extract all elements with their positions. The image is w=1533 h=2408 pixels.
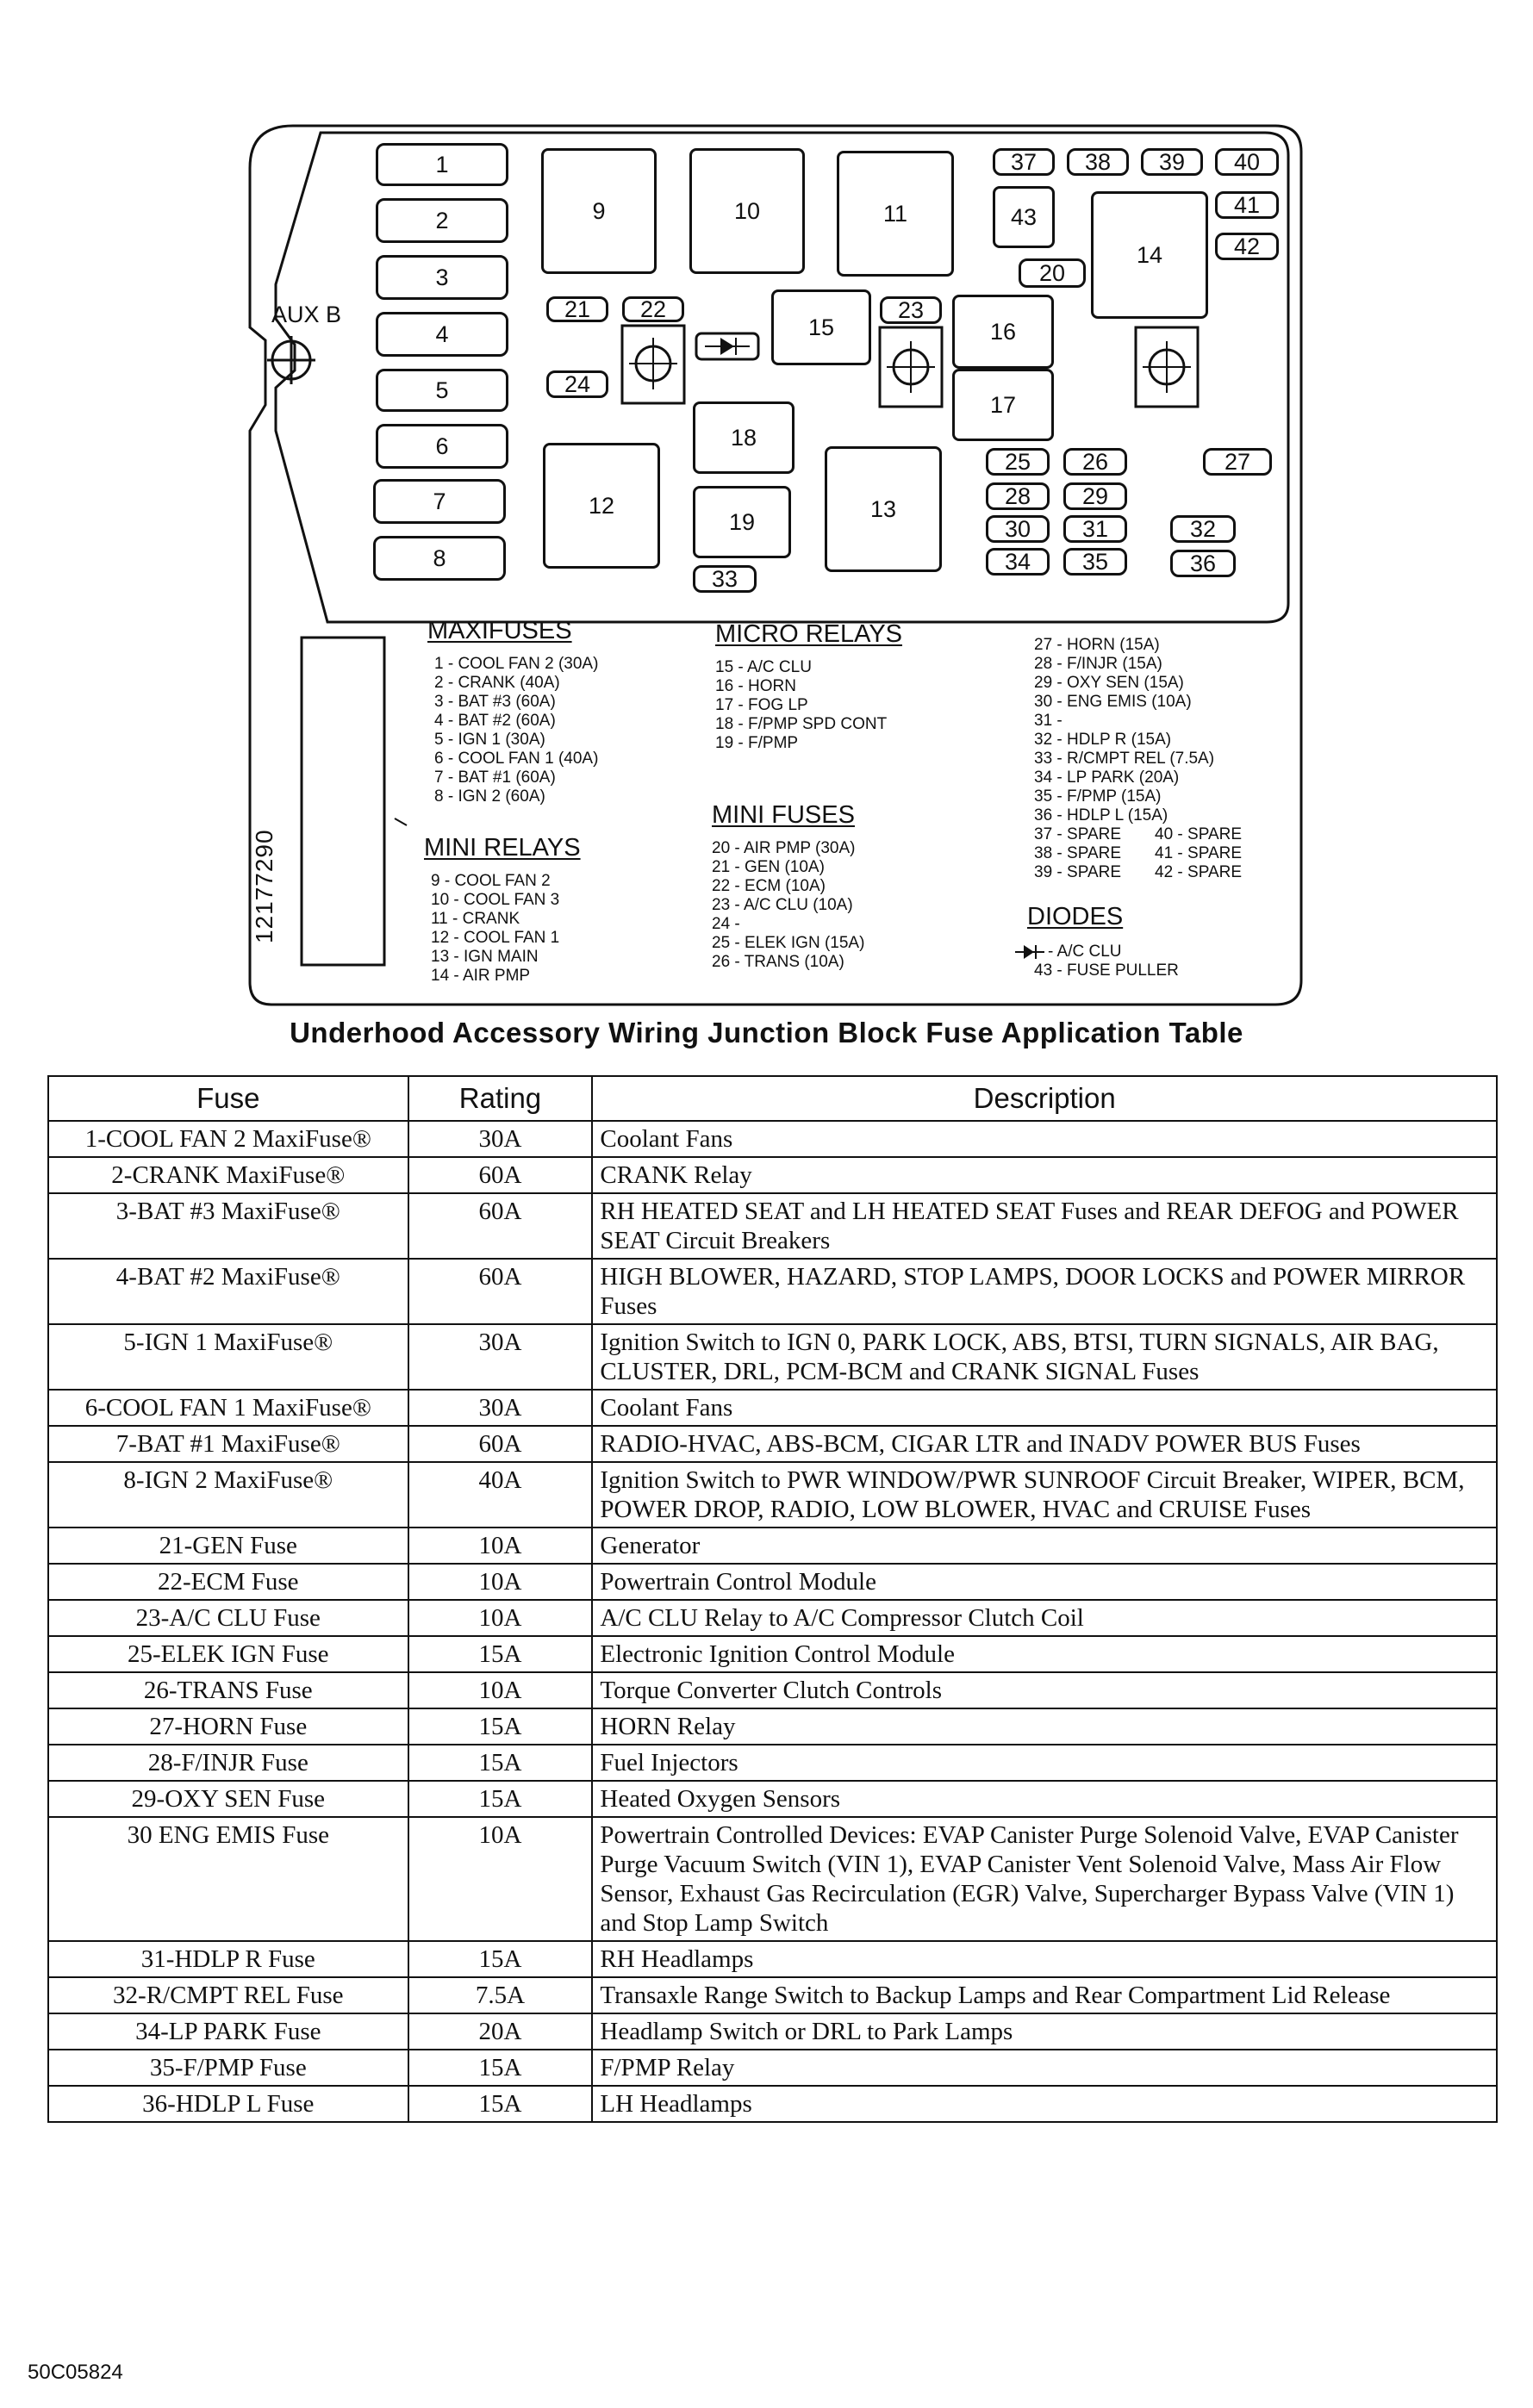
mini-fuses-list <box>712 839 864 972</box>
legend-item: 3 - BAT #3 (60A) <box>434 693 556 711</box>
fuse-40: 40 <box>1215 148 1279 176</box>
legend-item: 43 - FUSE PULLER <box>1034 961 1179 980</box>
table-body <box>48 1121 1497 2122</box>
fuse-24: 24 <box>546 370 608 398</box>
diode-icon <box>696 333 758 359</box>
fuse-cell: 27-HORN Fuse <box>48 1708 408 1745</box>
legend-item: 23 - A/C CLU (10A) <box>712 896 853 914</box>
legend-spare-row: 37 - SPARE 40 - SPARE <box>1034 825 1243 843</box>
maxifuse-3: 3 <box>376 255 508 300</box>
table-row <box>48 1462 1497 1528</box>
fuse-41: 41 <box>1215 191 1279 219</box>
fuse-23: 23 <box>880 296 942 324</box>
fuse-cell: 3-BAT #3 MaxiFuse® <box>48 1193 408 1259</box>
legend-item: 21 - GEN (10A) <box>712 858 825 876</box>
bolt-stud-icon <box>1136 327 1198 407</box>
description-cell: Generator <box>592 1528 1497 1564</box>
rating-cell: 30A <box>408 1324 593 1390</box>
fuse-cell: 6-COOL FAN 1 MaxiFuse® <box>48 1390 408 1426</box>
rating-cell: 10A <box>408 1600 593 1636</box>
legend-spare-row: 39 - SPARE 42 - SPARE <box>1034 863 1243 881</box>
fuse-20: 20 <box>1019 258 1086 288</box>
description-cell: Transaxle Range Switch to Backup Lamps and Rear Compartment Lid Release <box>592 1977 1497 2013</box>
legend-item: 20 - AIR PMP (30A) <box>712 839 856 857</box>
table-row <box>48 2050 1497 2086</box>
description-cell: Ignition Switch to PWR WINDOW/PWR SUNROOF Circuit Breaker, WIPER, BCM, POWER DROP, RADIO, LOW BLOWER, HVAC and CRUISE Fuses <box>592 1462 1497 1528</box>
mini-relay-10: 10 <box>689 148 805 274</box>
maxifuses-heading: MAXIFUSES <box>427 617 572 644</box>
fuse-22: 22 <box>622 296 684 322</box>
fuse-30: 30 <box>986 515 1050 543</box>
table-header-row <box>48 1076 1497 1121</box>
legend-item: 24 - <box>712 915 740 933</box>
legend-item: 14 - AIR PMP <box>431 967 531 985</box>
fuse-cell: 29-OXY SEN Fuse <box>48 1781 408 1817</box>
description-cell: Ignition Switch to IGN 0, PARK LOCK, ABS, BTSI, TURN SIGNALS, AIR BAG, CLUSTER, DRL, PCM-BCM and CRANK SIGNAL Fuses <box>592 1324 1497 1390</box>
fuse-cell: 8-IGN 2 MaxiFuse® <box>48 1462 408 1528</box>
legend-item: 6 - COOL FAN 1 (40A) <box>434 750 599 768</box>
mini-relay-14: 14 <box>1091 191 1208 319</box>
fuse-37: 37 <box>993 148 1055 176</box>
rating-cell: 15A <box>408 1636 593 1672</box>
legend-item: 12 - COOL FAN 1 <box>431 929 560 947</box>
fuse-cell: 7-BAT #1 MaxiFuse® <box>48 1426 408 1462</box>
legend-item: 28 - F/INJR (15A) <box>1034 655 1162 673</box>
table-row <box>48 1259 1497 1324</box>
description-cell: RADIO-HVAC, ABS-BCM, CIGAR LTR and INADV POWER BUS Fuses <box>592 1426 1497 1462</box>
fuse-puller-43: 43 <box>993 186 1055 248</box>
rating-cell: 60A <box>408 1193 593 1259</box>
rating-cell: 20A <box>408 2013 593 2050</box>
legend-item: 10 - COOL FAN 3 <box>431 891 560 909</box>
maxifuse-1: 1 <box>376 143 508 186</box>
bolt-stud-icon <box>880 327 942 407</box>
table-row <box>48 1708 1497 1745</box>
rating-cell: 15A <box>408 2050 593 2086</box>
legend-item: 27 - HORN (15A) <box>1034 636 1160 654</box>
description-cell: HIGH BLOWER, HAZARD, STOP LAMPS, DOOR LOCKS and POWER MIRROR Fuses <box>592 1259 1497 1324</box>
fuse-21: 21 <box>546 296 608 322</box>
column-header-fuse: Fuse <box>48 1076 408 1121</box>
fuse-28: 28 <box>986 482 1050 510</box>
rating-cell: 10A <box>408 1672 593 1708</box>
table-row <box>48 2086 1497 2122</box>
description-cell: Coolant Fans <box>592 1390 1497 1426</box>
fuse-block-diagram <box>0 0 1533 1017</box>
diodes-list <box>1034 943 1179 980</box>
description-cell: RH HEATED SEAT and LH HEATED SEAT Fuses and REAR DEFOG and POWER SEAT Circuit Breakers <box>592 1193 1497 1259</box>
table-row <box>48 1157 1497 1193</box>
table-row <box>48 1426 1497 1462</box>
part-number-label <box>302 638 384 965</box>
description-cell: Powertrain Controlled Devices: EVAP Canister Purge Solenoid Valve, EVAP Canister Purge Vacuum Switch (VIN 1), EVAP Canister Vent Solenoid Valve, Mass Air Flow Sensor, Exhaust Gas Recirculation (EGR) Valve, Supercharger Bypass Valve (VIN 1) and Stop Lamp Switch <box>592 1817 1497 1941</box>
description-cell: Headlamp Switch or DRL to Park Lamps <box>592 2013 1497 2050</box>
table-row <box>48 1977 1497 2013</box>
description-cell: RH Headlamps <box>592 1941 1497 1977</box>
table-row <box>48 1745 1497 1781</box>
table-row <box>48 1324 1497 1390</box>
legend-item: 29 - OXY SEN (15A) <box>1034 674 1184 692</box>
fuse-cell: 31-HDLP R Fuse <box>48 1941 408 1977</box>
fuse-38: 38 <box>1067 148 1129 176</box>
fuse-cell: 1-COOL FAN 2 MaxiFuse® <box>48 1121 408 1157</box>
micro-relay-16: 16 <box>952 295 1054 369</box>
table-row <box>48 1672 1497 1708</box>
legend-item: 17 - FOG LP <box>715 696 808 714</box>
legend-item: 7 - BAT #1 (60A) <box>434 768 556 787</box>
maxifuse-6: 6 <box>376 424 508 469</box>
fuse-cell: 23-A/C CLU Fuse <box>48 1600 408 1636</box>
bolt-stud-icon <box>622 326 684 403</box>
fuse-26: 26 <box>1063 448 1127 476</box>
mini-relay-11: 11 <box>837 151 954 277</box>
fuse-cell: 32-R/CMPT REL Fuse <box>48 1977 408 2013</box>
rating-cell: 15A <box>408 2086 593 2122</box>
fuse-33: 33 <box>693 565 757 593</box>
fuse-cell: 25-ELEK IGN Fuse <box>48 1636 408 1672</box>
legend-item: 35 - F/PMP (15A) <box>1034 787 1162 806</box>
legend-item: 2 - CRANK (40A) <box>434 674 560 692</box>
rating-cell: 40A <box>408 1462 593 1528</box>
rating-cell: 10A <box>408 1528 593 1564</box>
maxifuse-4: 4 <box>376 312 508 357</box>
legend-item: 4 - BAT #2 (60A) <box>434 712 556 730</box>
description-cell: Powertrain Control Module <box>592 1564 1497 1600</box>
description-cell: CRANK Relay <box>592 1157 1497 1193</box>
fuse-35: 35 <box>1063 548 1127 576</box>
table-row <box>48 1193 1497 1259</box>
rating-cell: 15A <box>408 1781 593 1817</box>
table-row <box>48 1528 1497 1564</box>
legend-item: 22 - ECM (10A) <box>712 877 826 895</box>
micro-relay-19: 19 <box>693 486 791 558</box>
diodes-heading: DIODES <box>1027 903 1124 930</box>
fuse-application-table <box>47 1075 1498 2123</box>
document-code: 50C05824 <box>28 2361 123 2384</box>
mini-relay-13: 13 <box>825 446 942 572</box>
legend-item: 18 - F/PMP SPD CONT <box>715 715 888 733</box>
rating-cell: 60A <box>408 1157 593 1193</box>
legend-item: 33 - R/CMPT REL (7.5A) <box>1034 750 1215 768</box>
description-cell: F/PMP Relay <box>592 2050 1497 2086</box>
legend-item: 16 - HORN <box>715 677 796 695</box>
rating-cell: 10A <box>408 1817 593 1941</box>
legend-item: 25 - ELEK IGN (15A) <box>712 934 865 952</box>
legend-item: 8 - IGN 2 (60A) <box>434 787 545 806</box>
maxifuse-5: 5 <box>376 369 508 412</box>
column-header-description: Description <box>592 1076 1497 1121</box>
fuse-cell: 36-HDLP L Fuse <box>48 2086 408 2122</box>
fuse-cell: 28-F/INJR Fuse <box>48 1745 408 1781</box>
table-row <box>48 1564 1497 1600</box>
description-cell: Electronic Ignition Control Module <box>592 1636 1497 1672</box>
legend-item: 9 - COOL FAN 2 <box>431 872 551 890</box>
legend-item: 30 - ENG EMIS (10A) <box>1034 693 1192 711</box>
rating-cell: 15A <box>408 1941 593 1977</box>
legend-item: 1 - COOL FAN 2 (30A) <box>434 655 599 673</box>
table-row <box>48 1781 1497 1817</box>
table-caption: Underhood Accessory Wiring Junction Block Fuse Application Table <box>290 1017 1243 1048</box>
mini-relay-12: 12 <box>543 443 660 569</box>
rating-cell: 30A <box>408 1121 593 1157</box>
rating-cell: 15A <box>408 1708 593 1745</box>
part-number: 12177290 <box>251 829 277 943</box>
fuse-cell: 26-TRANS Fuse <box>48 1672 408 1708</box>
fuse-29: 29 <box>1063 482 1127 510</box>
description-cell: A/C CLU Relay to A/C Compressor Clutch Coil <box>592 1600 1497 1636</box>
fuse-32: 32 <box>1170 515 1236 543</box>
maxifuse-7: 7 <box>373 479 506 524</box>
fuse-cell: 30 ENG EMIS Fuse <box>48 1817 408 1941</box>
micro-relays-list <box>715 658 887 753</box>
column-header-rating: Rating <box>408 1076 593 1121</box>
description-cell: LH Headlamps <box>592 2086 1497 2122</box>
table-row <box>48 1817 1497 1941</box>
rating-cell: 10A <box>408 1564 593 1600</box>
legend-item: - A/C CLU <box>1048 943 1122 961</box>
fuse-cell: 2-CRANK MaxiFuse® <box>48 1157 408 1193</box>
legend-item: 11 - CRANK <box>431 910 520 928</box>
description-cell: Fuel Injectors <box>592 1745 1497 1781</box>
fuse-36: 36 <box>1170 550 1236 577</box>
fuse-25: 25 <box>986 448 1050 476</box>
rating-cell: 15A <box>408 1745 593 1781</box>
fuse-31: 31 <box>1063 515 1127 543</box>
legend-item: 5 - IGN 1 (30A) <box>434 731 545 749</box>
fuse-cell: 34-LP PARK Fuse <box>48 2013 408 2050</box>
legend-spare-row: 38 - SPARE 41 - SPARE <box>1034 844 1243 862</box>
legend-item: 13 - IGN MAIN <box>431 948 539 966</box>
fuse-27: 27 <box>1203 448 1272 476</box>
micro-relays-heading: MICRO RELAYS <box>715 620 903 648</box>
fuse-39: 39 <box>1141 148 1203 176</box>
mini-fuses-heading: MINI FUSES <box>712 801 855 829</box>
fuse-list-27-36 <box>1034 636 1242 882</box>
description-cell: Coolant Fans <box>592 1121 1497 1157</box>
fuse-cell: 4-BAT #2 MaxiFuse® <box>48 1259 408 1324</box>
table-row <box>48 1600 1497 1636</box>
legend-item: 36 - HDLP L (15A) <box>1034 806 1168 824</box>
micro-relay-18: 18 <box>693 401 795 474</box>
mini-relays-heading: MINI RELAYS <box>424 834 581 862</box>
fuse-cell: 22-ECM Fuse <box>48 1564 408 1600</box>
maxifuse-8: 8 <box>373 536 506 581</box>
legend-item: 19 - F/PMP <box>715 734 799 752</box>
legend-item: 32 - HDLP R (15A) <box>1034 731 1172 749</box>
table-row <box>48 1636 1497 1672</box>
fuse-cell: 35-F/PMP Fuse <box>48 2050 408 2086</box>
description-cell: HORN Relay <box>592 1708 1497 1745</box>
table-row <box>48 1941 1497 1977</box>
fuse-42: 42 <box>1215 233 1279 260</box>
rating-cell: 7.5A <box>408 1977 593 2013</box>
mini-relay-9: 9 <box>541 148 657 274</box>
legend-item: 34 - LP PARK (20A) <box>1034 768 1180 787</box>
rating-cell: 60A <box>408 1426 593 1462</box>
fuse-cell: 21-GEN Fuse <box>48 1528 408 1564</box>
description-cell: Torque Converter Clutch Controls <box>592 1672 1497 1708</box>
aux-b-label: AUX B <box>271 302 342 327</box>
table-row <box>48 2013 1497 2050</box>
maxifuses-list <box>434 655 598 806</box>
table-row <box>48 1121 1497 1157</box>
micro-relay-15: 15 <box>771 289 871 365</box>
rating-cell: 30A <box>408 1390 593 1426</box>
fuse-cell: 5-IGN 1 MaxiFuse® <box>48 1324 408 1390</box>
legend-item: 26 - TRANS (10A) <box>712 953 844 971</box>
description-cell: Heated Oxygen Sensors <box>592 1781 1497 1817</box>
mini-relays-list <box>431 872 559 986</box>
table-row <box>48 1390 1497 1426</box>
rating-cell: 60A <box>408 1259 593 1324</box>
micro-relay-17: 17 <box>952 369 1054 441</box>
legend-item: 15 - A/C CLU <box>715 658 812 676</box>
maxifuse-2: 2 <box>376 198 508 243</box>
legend-item: 31 - <box>1034 712 1063 730</box>
fuse-34: 34 <box>986 548 1050 576</box>
